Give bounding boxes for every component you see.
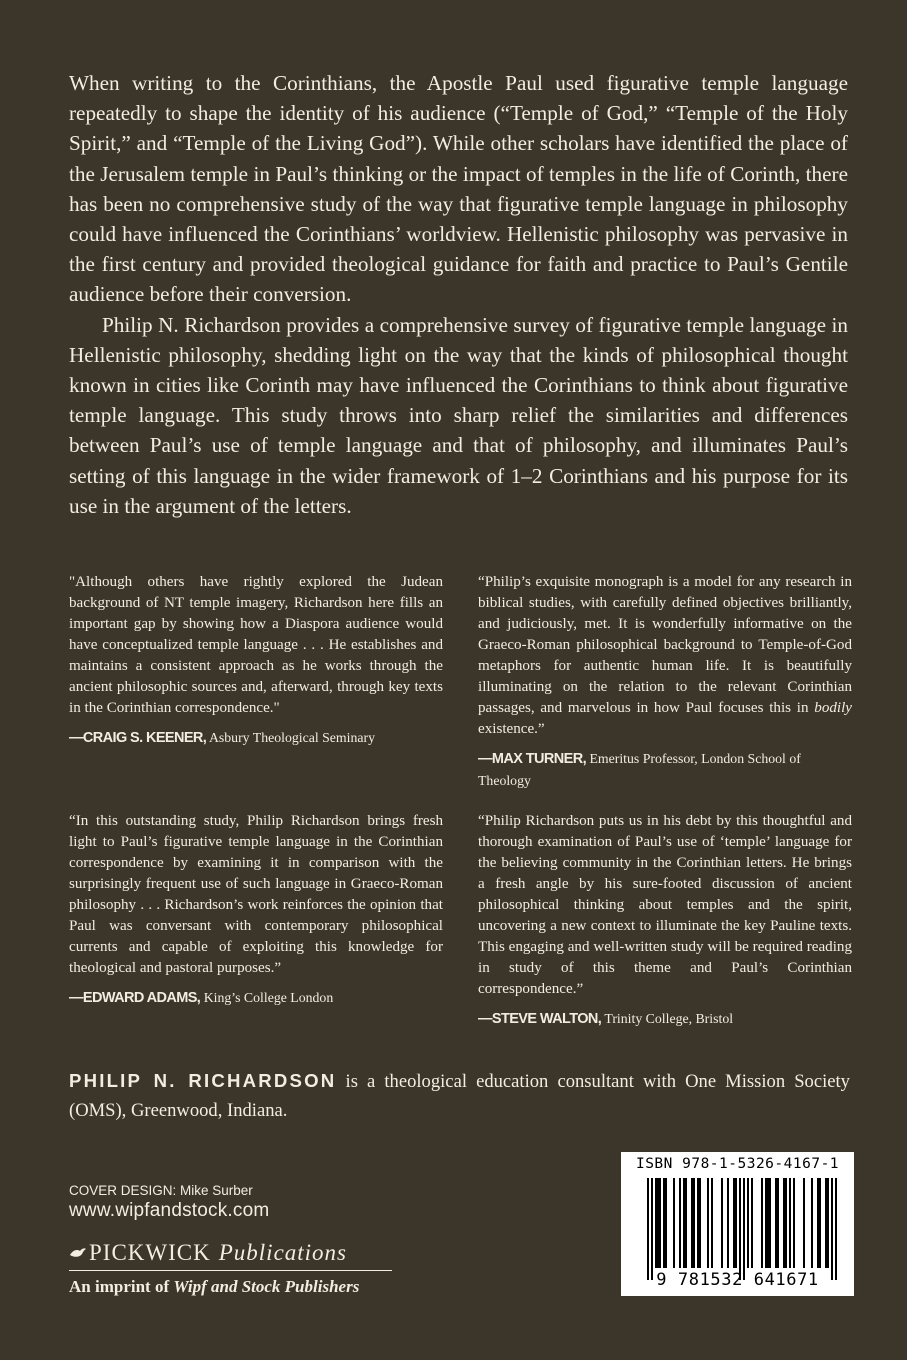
barcode-bar bbox=[735, 1178, 737, 1268]
endorser-name: —CRAIG S. KEENER, bbox=[69, 730, 207, 746]
endorsement-turner bbox=[478, 572, 852, 791]
bird-icon bbox=[69, 1246, 87, 1260]
book-description bbox=[69, 68, 848, 521]
barcode-bar bbox=[747, 1178, 749, 1268]
barcode-bar bbox=[811, 1178, 813, 1268]
barcode-bar bbox=[711, 1178, 713, 1268]
barcode-bar bbox=[769, 1178, 771, 1268]
barcode-bar bbox=[665, 1178, 667, 1268]
endorsement-text-emphasis: bodily bbox=[814, 700, 853, 716]
barcode-bar bbox=[793, 1178, 795, 1268]
barcode-bar bbox=[663, 1178, 665, 1268]
isbn-barcode bbox=[621, 1152, 854, 1296]
endorsement-text-part: “Philip’s exquisite monograph is a model for any research in biblical studies, with carefully defined objectives brilliantly, and judiciously, met. It is wonderfully informative on the Graeco-Roman philosophical background to Temple-of-God metaphors for authentic human life. It is beautifully illuminating on the relation to the relevant Corinthian passages, and marvelous in how Paul focuses this in bbox=[478, 574, 852, 716]
barcode-bar bbox=[655, 1178, 657, 1268]
endorser-name: —STEVE WALTON, bbox=[478, 1011, 602, 1027]
publisher-name: PICKWICK bbox=[89, 1240, 211, 1265]
barcode-bar bbox=[775, 1178, 777, 1268]
barcode-bar bbox=[683, 1178, 685, 1268]
barcode-bar bbox=[831, 1178, 833, 1280]
barcode-bar bbox=[657, 1178, 659, 1268]
publisher-logo bbox=[69, 1240, 392, 1297]
barcode-bar bbox=[825, 1178, 827, 1268]
cover-design-credit: COVER DESIGN: Mike Surber bbox=[69, 1183, 253, 1198]
author-name: PHILIP N. RICHARDSON bbox=[69, 1070, 337, 1091]
barcode-bar bbox=[817, 1178, 819, 1268]
barcode-bar bbox=[767, 1178, 769, 1268]
barcode-bar bbox=[761, 1178, 763, 1268]
barcode-bar bbox=[739, 1178, 741, 1280]
imprint-line bbox=[69, 1277, 392, 1297]
imprint-name: Wipf and Stock Publishers bbox=[173, 1277, 360, 1296]
endorser-affiliation: Emeritus Professor, London School of Theology bbox=[478, 751, 801, 788]
endorsement-text-part: existence.” bbox=[478, 721, 545, 737]
barcode-bar bbox=[699, 1178, 701, 1268]
endorsement-walton bbox=[478, 811, 852, 1030]
description-paragraph-2: Philip N. Richardson provides a comprehensive survey of figurative temple language in Hellenistic philosophy, shedding light on the way that the kinds of philosophical thought known in cities like Corinth may have influenced the Corinthians to think about figurative temple language. This study throws into sharp relief the similarities and differences between Paul’s use of temple language and that of philosophy, and illuminates Paul’s setting of this language in the wider framework of 1–2 Corinthians and his purpose for its use in the argument of the letters. bbox=[69, 312, 848, 518]
barcode-bar bbox=[789, 1178, 791, 1268]
barcode-bar bbox=[743, 1178, 745, 1280]
ean-digits: 9 781532 641671 bbox=[656, 1270, 819, 1290]
barcode-bar bbox=[721, 1178, 723, 1268]
barcode-bar bbox=[691, 1178, 693, 1268]
endorsement-attribution bbox=[478, 1008, 852, 1030]
endorsement-adams bbox=[69, 811, 443, 1030]
endorsement-text: “Philip Richardson puts us in his debt by this thoughtful and thorough examination of Paul’s use of ‘temple’ language for the believing community in the Corinthian letters. He brings a fresh angle by his sure-footed discussion of ancient philosophical thinking about temples and the spirit, uncovering a new context to illuminate the key Pauline texts. This engaging and well-written study will be required reading in study of this theme and Paul’s Corinthian correspondence.” bbox=[478, 813, 852, 997]
barcode-bar bbox=[693, 1178, 695, 1268]
endorsement-attribution bbox=[69, 987, 443, 1009]
barcode-bar bbox=[651, 1178, 653, 1280]
barcode-bar bbox=[673, 1178, 675, 1268]
imprint-prefix: An imprint of bbox=[69, 1277, 170, 1296]
barcode-bar bbox=[679, 1178, 681, 1268]
endorsements bbox=[69, 572, 852, 1030]
publisher-website-link[interactable]: www.wipfandstock.com bbox=[69, 1200, 270, 1221]
isbn-label: ISBN 978-1-5326-4167-1 bbox=[635, 1156, 840, 1172]
barcode-bar bbox=[785, 1178, 787, 1268]
barcode-bar bbox=[765, 1178, 767, 1268]
endorsement-attribution bbox=[69, 727, 443, 749]
barcode-bar bbox=[751, 1178, 753, 1268]
endorsement-text: "Although others have rightly explored the Judean background of NT temple imagery, Richardson here fills an important gap by showing how a Diaspora audience would have conceptualized temple language . . . He establishes and maintains a consistent approach as he works through the ancient philosophic sources and, afterward, through key texts in the Corinthian correspondence." bbox=[69, 574, 443, 716]
barcode-bar bbox=[777, 1178, 779, 1268]
barcode-bar bbox=[727, 1178, 729, 1268]
barcode-bar bbox=[707, 1178, 709, 1268]
endorser-affiliation: Asbury Theological Seminary bbox=[208, 730, 375, 745]
barcode-bar bbox=[783, 1178, 785, 1268]
endorser-affiliation: Trinity College, Bristol bbox=[604, 1011, 734, 1026]
endorsement-text bbox=[478, 572, 852, 740]
barcode-bar bbox=[697, 1178, 699, 1268]
barcode-bar bbox=[733, 1178, 735, 1268]
author-bio-text: is a theological education consultant with One Mission Society (OMS), Greenwood, Indiana. bbox=[69, 1071, 850, 1121]
barcode-bar bbox=[803, 1178, 805, 1268]
publisher-wordmark bbox=[69, 1240, 392, 1271]
barcode-bar bbox=[819, 1178, 821, 1268]
barcode-bar bbox=[685, 1178, 687, 1268]
barcode-bar bbox=[659, 1178, 661, 1268]
endorser-name: —MAX TURNER, bbox=[478, 751, 586, 767]
barcode-bar bbox=[827, 1178, 829, 1268]
publisher-name-italic: Publications bbox=[218, 1240, 348, 1265]
credits bbox=[69, 1183, 269, 1222]
endorsement-attribution bbox=[478, 748, 852, 791]
description-paragraph-1: When writing to the Corinthians, the Apostle Paul used figurative temple language repeatedly to shape the identity of his audience (“Temple of God,” “Temple of the Holy Spirit,” and “Temple of the Living God”). While other scholars have identified the place of the Jerusalem temple in Paul’s thinking or the impact of temples in the life of Corinth, there has been no comprehensive study of the way that figurative temple language in philosophy could have influenced the Corinthians’ worldview. Hellenistic philosophy was pervasive in the first century and provided theological guidance for faith and practice to Paul’s Gentile audience before their conversion. bbox=[69, 71, 848, 307]
barcode-bar bbox=[647, 1178, 649, 1280]
author-bio bbox=[69, 1066, 850, 1125]
endorser-name: —EDWARD ADAMS, bbox=[69, 990, 201, 1006]
barcode-bar bbox=[835, 1178, 837, 1280]
endorsement-keener bbox=[69, 572, 443, 791]
endorsement-text: “In this outstanding study, Philip Richardson brings fresh light to Paul’s figurative temple language in the Corinthian correspondence by examining it in comparison with the surprisingly frequent use of such language in Graeco-Roman philosophy . . . Richardson’s work reinforces the opinion that Paul was conversant with contemporary philosophical currents and capable of exploiting this knowledge for theological and pastoral purposes.” bbox=[69, 813, 443, 976]
endorser-affiliation: King’s College London bbox=[203, 990, 334, 1005]
